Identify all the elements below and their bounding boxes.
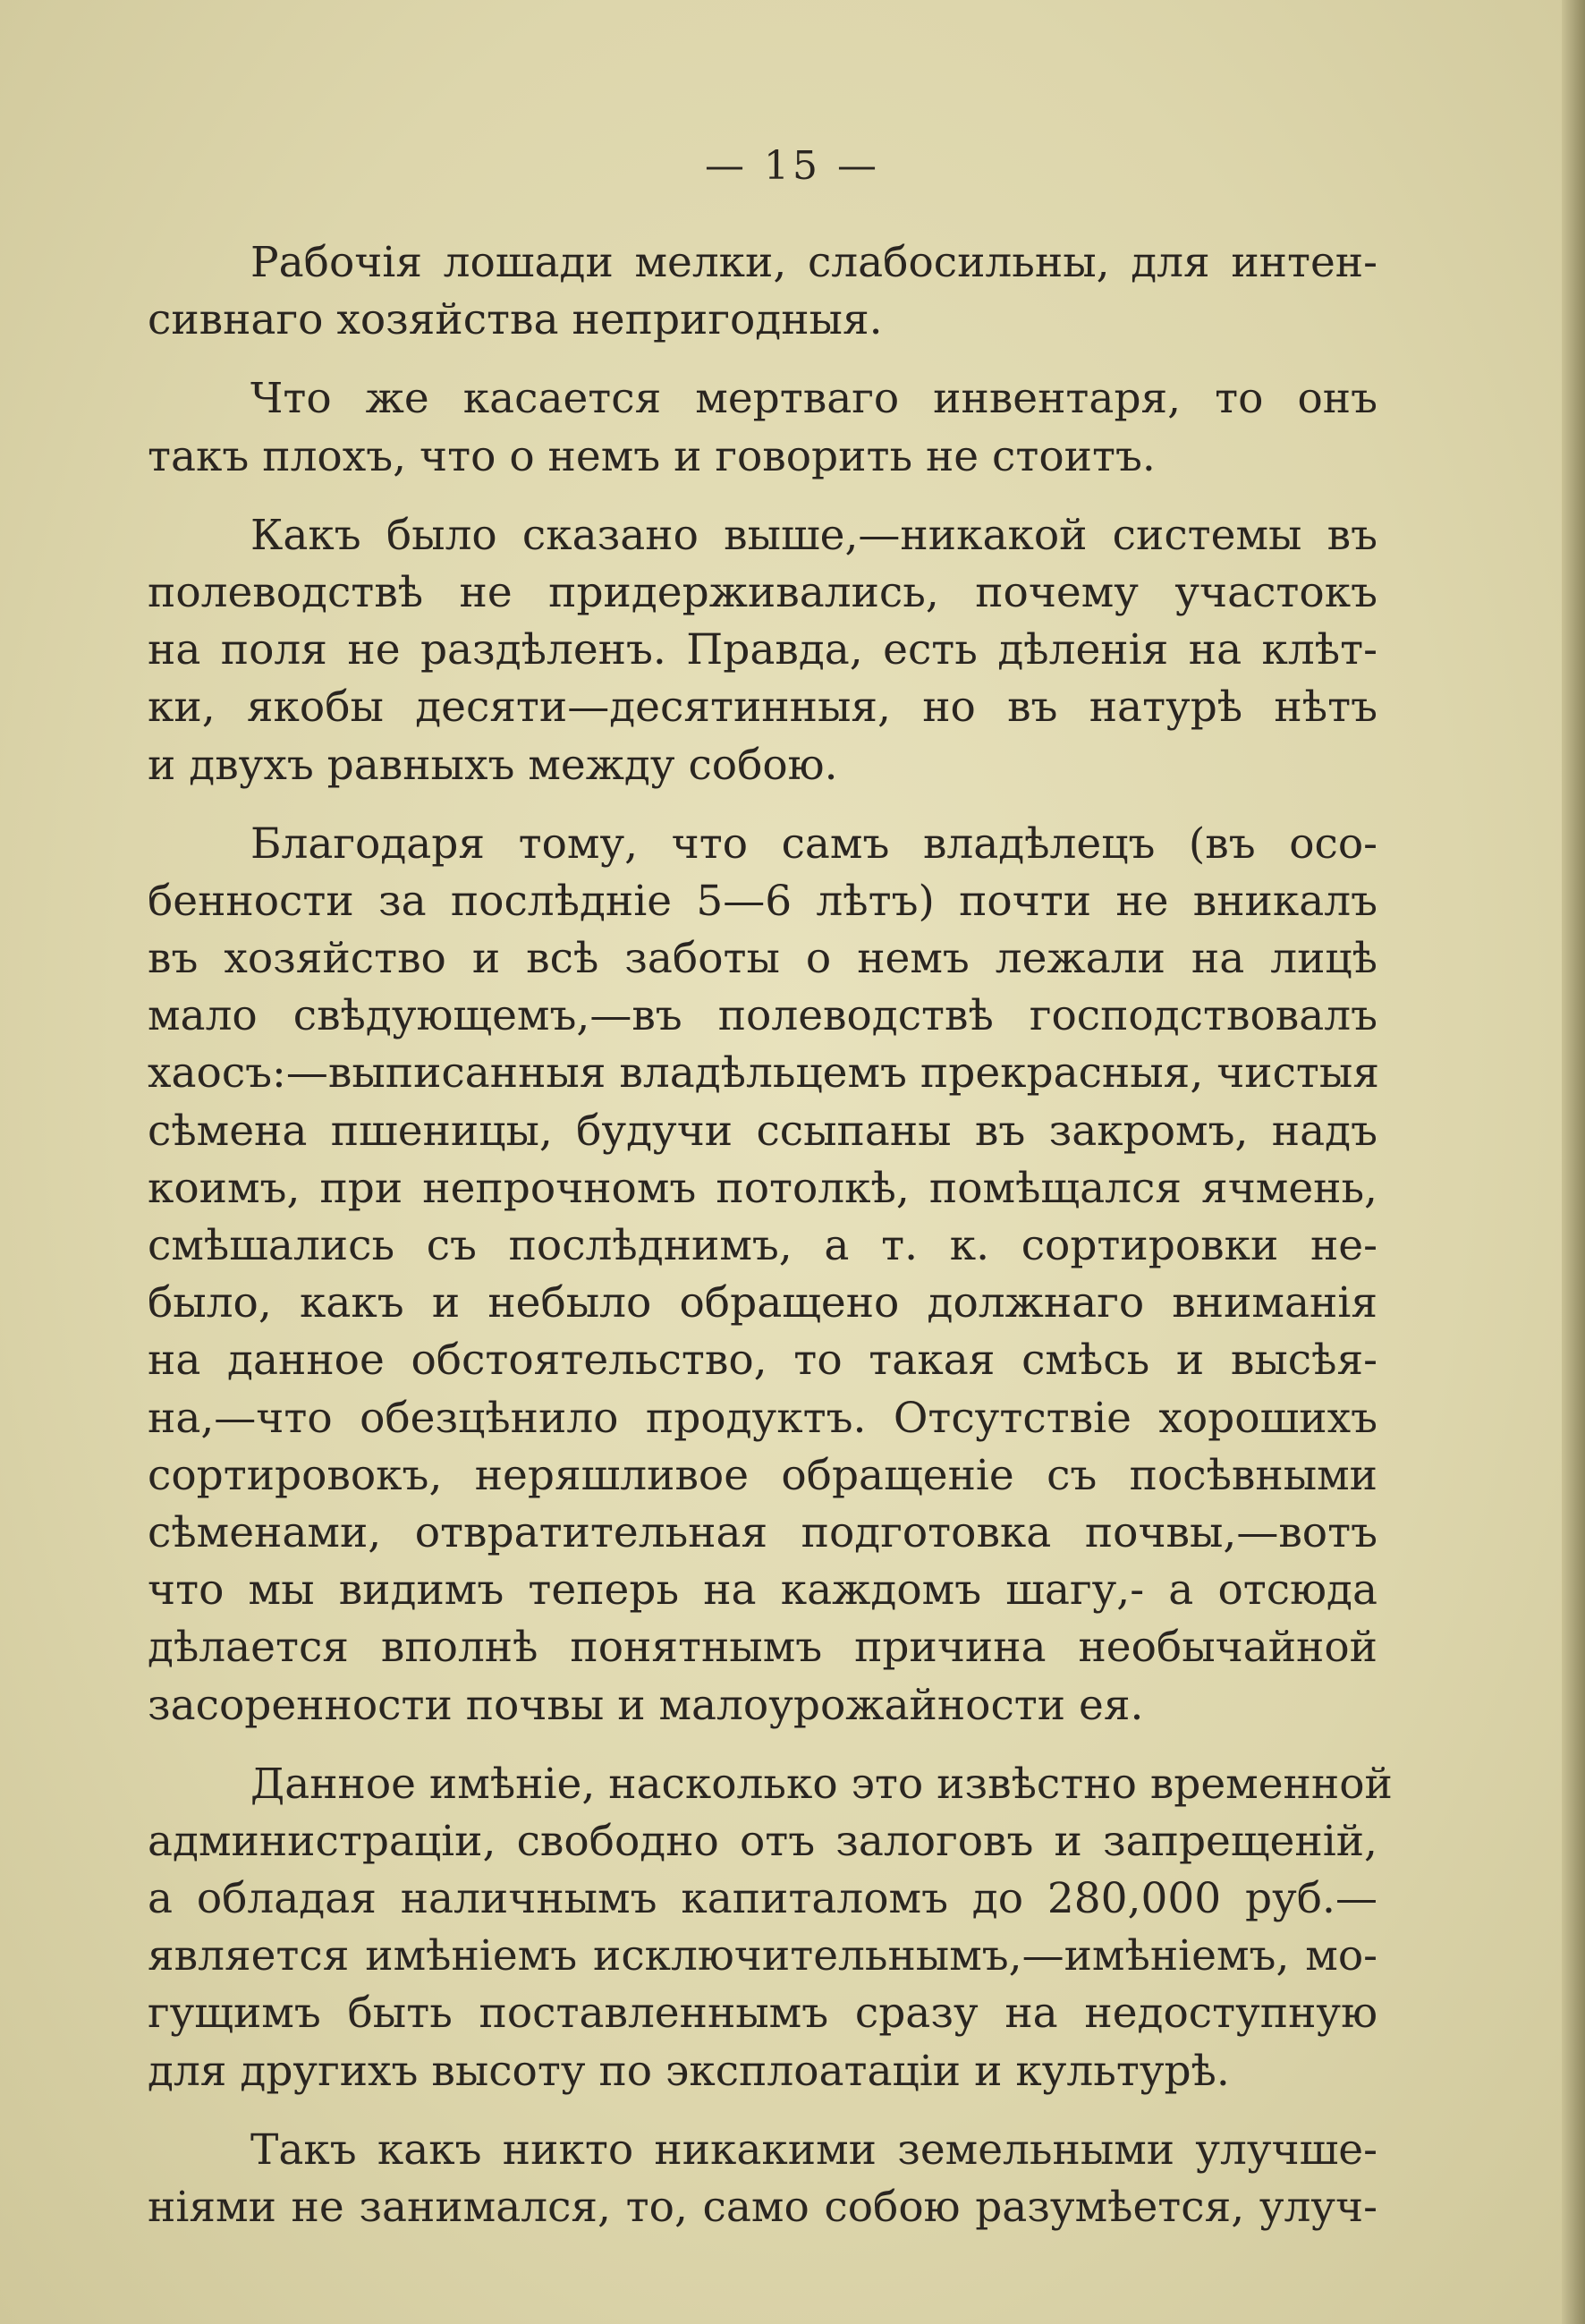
text-line: коимъ, при непрочномъ потолкѣ, помѣщался ячмень, bbox=[148, 1163, 1377, 1213]
paragraph bbox=[148, 1756, 1393, 2100]
text-line: Благодаря тому, что самъ владѣлецъ (въ осо- bbox=[250, 818, 1377, 869]
text-line: ки, якобы десяти—десятинныя, но въ натурѣ нѣтъ bbox=[148, 683, 1377, 733]
text-line: гущимъ быть поставленнымъ сразу на недоступную bbox=[148, 1989, 1377, 2039]
text-line: смѣшались съ послѣднимъ, а т. к. сортировки не- bbox=[148, 1221, 1377, 1270]
text-line: такъ плохъ, что о немъ и говорить не стоитъ. bbox=[148, 431, 1156, 481]
text-line: полеводствѣ не придерживались, почему участокъ bbox=[148, 567, 1377, 617]
text-line: на,—что обезцѣнило продуктъ. Отсутствіе хорошихъ bbox=[148, 1393, 1377, 1443]
text-line: Данное имѣніе, насколько это извѣстно временной bbox=[250, 1759, 1393, 1809]
text-line: Такъ какъ никто никакими земельными улучше- bbox=[250, 2125, 1377, 2175]
text-line: Рабочія лошади мелки, слабосильны, для интен- bbox=[250, 238, 1377, 287]
paragraph bbox=[148, 507, 1377, 794]
text-line: и двухъ равныхъ между собою. bbox=[148, 740, 838, 790]
text-line: сортировокъ, неряшливое обращеніе съ посѣвными bbox=[148, 1450, 1377, 1500]
page-edge-shadow bbox=[1562, 0, 1585, 2324]
text-line: что мы видимъ теперь на каждомъ шагу,- а отсюда bbox=[148, 1565, 1377, 1616]
text-line: администраціи, свободно отъ залоговъ и запрещеній, bbox=[148, 1816, 1377, 1866]
text-line: хаосъ:—выписанныя владѣльцемъ прекрасныя, чистыя bbox=[148, 1048, 1379, 1098]
text-line: для другихъ высоту по эксплоатаціи и культурѣ. bbox=[148, 2046, 1230, 2096]
text-line: Что же касается мертваго инвентаря, то онъ bbox=[250, 374, 1377, 424]
text-line: ніями не занимался, то, само собою разумѣется, улуч- bbox=[148, 2183, 1377, 2232]
text-line: бенности за послѣдніе 5—6 лѣтъ) почти не вникалъ bbox=[148, 876, 1377, 926]
body-text bbox=[148, 234, 1393, 2236]
paragraph bbox=[148, 816, 1377, 1735]
text-line: сѣменами, отвратительная подготовка почвы,—вотъ bbox=[148, 1507, 1377, 1557]
text-line: Какъ было сказано выше,—никакой системы въ bbox=[250, 510, 1377, 560]
text-line: въ хозяйство и всѣ заботы о немъ лежали на лицѣ bbox=[148, 934, 1377, 984]
text-line: на данное обстоятельство, то такая смѣсь и высѣя- bbox=[148, 1336, 1377, 1386]
text-line: является имѣніемъ исключительнымъ,—имѣніемъ, мо- bbox=[148, 1931, 1377, 1981]
text-line: засоренности почвы и малоурожайности ея. bbox=[148, 1680, 1144, 1730]
text-line: на поля не раздѣленъ. Правда, есть дѣленія на клѣт- bbox=[148, 625, 1377, 675]
text-line: сѣмена пшеницы, будучи ссыпаны въ закромъ, надъ bbox=[148, 1106, 1377, 1156]
text-line: а обладая наличнымъ капиталомъ до 280,000 руб.— bbox=[148, 1874, 1377, 1924]
paragraph bbox=[148, 370, 1377, 485]
paragraph bbox=[148, 234, 1377, 349]
text-line: мало свѣдующемъ,—въ полеводствѣ господствовалъ bbox=[148, 991, 1377, 1041]
text-line: было, какъ и небыло обращено должнаго вниманія bbox=[148, 1278, 1377, 1328]
page-number: — 15 — bbox=[705, 143, 880, 189]
text-line: дѣлается вполнѣ понятнымъ причина необычайной bbox=[148, 1623, 1377, 1673]
paragraph bbox=[148, 2122, 1377, 2236]
text-line: сивнаго хозяйства непригодныя. bbox=[148, 295, 883, 345]
